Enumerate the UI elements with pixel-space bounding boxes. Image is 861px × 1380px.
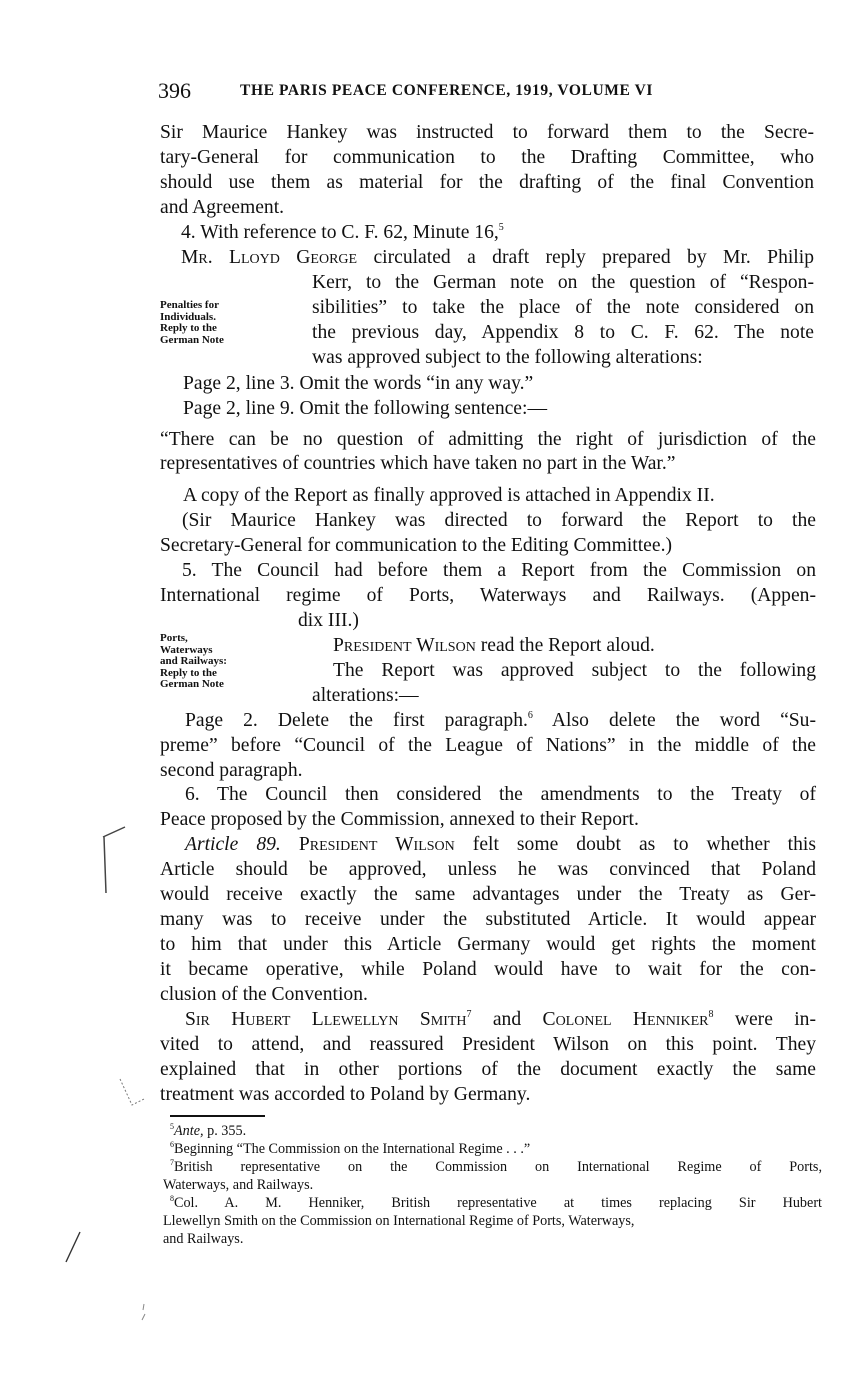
footnote-rule — [170, 1115, 265, 1117]
text-line: would receive exactly the same advantages under the Treaty as Ger- — [160, 884, 816, 905]
text-line: vited to attend, and reassured President Wilson on this point. They — [160, 1034, 816, 1055]
footnote-ref-5: 5 — [498, 222, 504, 233]
pencil-tick-mark — [118, 1075, 158, 1115]
editing-committee-note — [160, 508, 816, 558]
article-label: Article 89. — [185, 834, 281, 855]
speaker-sir-hubert-llewellyn-smith: Sir Hubert Llewellyn Smith — [185, 1009, 467, 1030]
text-line: tary-General for communication to the Drafting Committee, who — [160, 147, 814, 168]
text-line: The Report was approved subject to the following — [333, 660, 816, 681]
speaker-president-wilson: President Wilson — [298, 834, 455, 855]
item-4-text: 4. With reference to C. F. 62, Minute 16, — [181, 222, 499, 243]
text-line: International regime of Ports, Waterways and Railways. (Appen- — [160, 585, 816, 606]
footnote-ref-8: 8 — [708, 1009, 714, 1020]
text-line: the previous day, Appendix 8 to C. F. 62. The note — [312, 322, 814, 343]
pencil-dot-mark — [138, 1300, 152, 1324]
speaker-president-wilson: President Wilson — [333, 635, 476, 656]
margin-note-ports: Ports, Waterways and Railways: Reply to the German Note — [160, 632, 227, 690]
text-line: sibilities” to take the place of the note considered on — [312, 297, 814, 318]
quoted-sentence — [160, 428, 816, 476]
page-number: 396 — [158, 78, 191, 103]
smith-henniker-paragraph: Sir Hubert Llewellyn Smith$^7$ and Colonel Henniker$^8$ were in- vited to attend, and reassured President Wilson on this point. They explained that in other portions of the document exactly the same treatment was accorded to Poland by Germany. — [160, 1009, 816, 1105]
speaker-lloyd-george: Mr. Lloyd George — [181, 247, 358, 268]
text-line: was approved subject to the following alterations: — [312, 347, 703, 368]
text-line: it became operative, while Poland would have to wait for the con- — [160, 959, 816, 980]
footnote-8: $^8$Col. A. M. Henniker, British representative at times replacing Sir Hubert — [170, 1194, 822, 1211]
paragraph-drafting-committee — [160, 120, 814, 220]
page-2-deletion: Page 2. Delete the first paragraph.$^6$ Also delete the word “Su- preme” before “Council of the League of Nations” in the middle of the second paragraph. — [160, 710, 816, 781]
pencil-bracket-mark — [95, 825, 135, 895]
item-6 — [160, 782, 816, 832]
text-line: should use them as material for the drafting of the final Convention — [160, 172, 814, 193]
text-line: Kerr, to the German note on the question of “Respon- — [312, 272, 814, 293]
text-line: Peace proposed by the Commission, annexed to their Report. — [160, 809, 639, 830]
report-approved — [312, 658, 816, 708]
text-line: Secretary-General for communication to the Editing Committee.) — [160, 535, 672, 556]
footnote-ref-6: 6 — [527, 710, 533, 721]
text-line: explained that in other portions of the document exactly the same — [160, 1059, 816, 1080]
text-line: to him that under this Article Germany would get rights the moment — [160, 934, 816, 955]
alterations-list — [183, 371, 814, 421]
item-4-heading — [181, 220, 814, 245]
alteration-2: Page 2, line 9. Omit the following sentence:— — [183, 398, 548, 419]
pencil-slash-mark — [60, 1228, 90, 1268]
footnote-6: $^6$Beginning “The Commission on the International Regime . . .” — [170, 1140, 531, 1157]
speaker-colonel-henniker: Colonel Henniker — [542, 1009, 709, 1030]
footnotes — [163, 1122, 822, 1248]
text-line: treatment was accorded to Poland by Germany. — [160, 1084, 531, 1105]
margin-note-penalties: Penalties for Individuals. Reply to the German Note — [160, 299, 224, 346]
footnote-7-cont: Waterways, and Railways. — [163, 1177, 314, 1193]
text-line: second paragraph. — [160, 760, 303, 781]
footnote-7: $^7$British representative on the Commission on International Regime of Ports, — [170, 1158, 822, 1175]
text-line: preme” before “Council of the League of Nations” in the middle of the — [160, 735, 816, 756]
footnote-8-cont: and Railways. — [163, 1231, 244, 1247]
copy-of-report: A copy of the Report as finally approved is attached in Appendix II. — [183, 485, 715, 506]
text-line: and Agreement. — [160, 197, 285, 218]
text-line: many was to receive under the substituted Article. It would appear — [160, 909, 816, 930]
text-line: alterations:— — [312, 685, 419, 706]
page-header — [158, 78, 818, 104]
item-5 — [160, 558, 816, 633]
footnote-ref-7: 7 — [466, 1009, 472, 1020]
text-line: representatives of countries which have taken no part in the War.” — [160, 453, 676, 474]
article-89: Article 89. President Wilson felt some doubt as to whether this Article should be approved, unless he was convinced that Poland would receive exactly the same advantages under the Treaty as Ger- many was to receive under the substituted Article. It would appear to him that under this Article Germany would get rights the moment it became operative, while Poland would have to wait for the con- clusion of the Convention. — [160, 834, 816, 1005]
footnote-8-cont: Llewellyn Smith on the Commission on International Regime of Ports, Waterways, — [163, 1213, 635, 1229]
text-line: “There can be no question of admitting the right of jurisdiction of the — [160, 429, 816, 450]
alteration-1: Page 2, line 3. Omit the words “in any way.” — [183, 373, 534, 394]
text-line: (Sir Maurice Hankey was directed to forward the Report to the — [182, 510, 816, 531]
item-4-body — [312, 270, 814, 370]
wilson-read-report: President Wilson read the Report aloud. — [333, 635, 655, 656]
text-line: clusion of the Convention. — [160, 984, 368, 1005]
running-head: THE PARIS PEACE CONFERENCE, 1919, VOLUME VI — [240, 82, 654, 99]
footnote-5: $^5$Ante, p. 355. — [170, 1122, 247, 1139]
text-line: dix III.) — [298, 610, 359, 631]
item-4-first-line: Mr. Lloyd George circulated a draft reply prepared by Mr. Philip — [181, 247, 814, 268]
text-line: 6. The Council then considered the amendments to the Treaty of — [185, 784, 816, 805]
text-line: Sir Maurice Hankey was instructed to forward them to the Secre- — [160, 122, 814, 143]
text-line: Article should be approved, unless he was convinced that Poland — [160, 859, 816, 880]
text-line: 5. The Council had before them a Report from the Commission on — [182, 560, 816, 581]
